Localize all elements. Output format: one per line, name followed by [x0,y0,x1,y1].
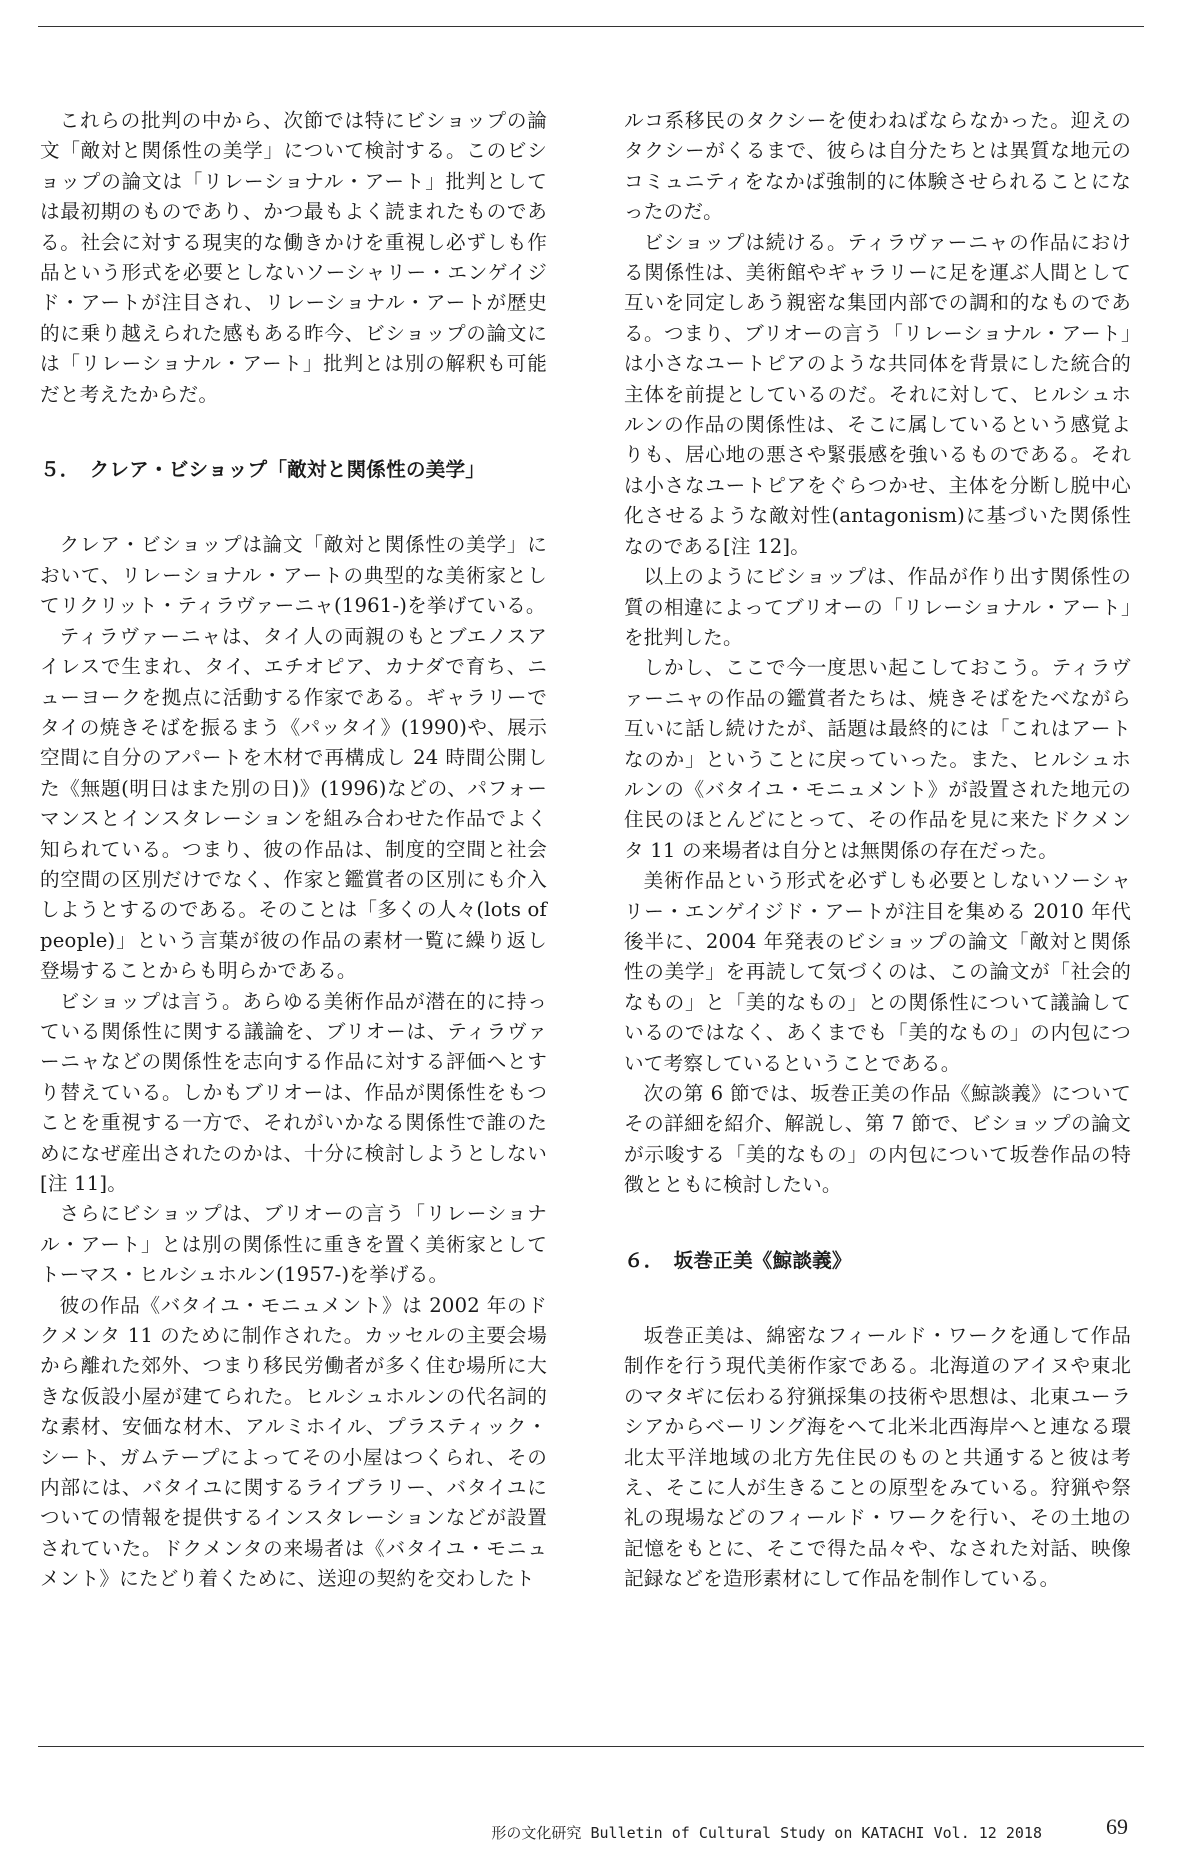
paragraph: ルコ系移民のタクシーを使わねばならなかった。迎えのタクシーがくるまで、彼らは自分たちとは異質な地元のコミュニティをなかば強制的に体験させられることになったのだ。 [624,109,1131,224]
section-heading-6: ６． 坂巻正美《鯨談義》 [624,1248,852,1272]
bottom-rule [38,1746,1144,1747]
paragraph: クレア・ビショップは論文「敵対と関係性の美学」において、リレーショナル・アートの典型的な美術家としてリクリット・ティラヴァーニャ(1961-)を挙げている。 [40,533,547,618]
paragraph: ビショップは続ける。ティラヴァーニャの作品における関係性は、美術館やギャラリーに足を運ぶ人間として互いを同定しあう親密な集団内部での調和的なものである。つまり、ブリオーの言う「リレーショナル・アート」は小さなユートピアのような共同体を背景にした統合的主体を前提としているのだ。それに対して、ヒルシュホルンの作品の関係性は、そこに属しているという感覚よりも、居心地の悪さや緊張感を強いるものである。それは小さなユートピアをぐらつかせ、主体を分断し脱中心化させるような敵対性(antagonism)に基づいた関係性なのである[注 12]。 [624,230,1131,558]
paragraph: 美術作品という形式を必ずしも必要としないソーシャリー・エンゲイジド・アートが注目を集める 2010 年代後半に、2004 年発表のビショップの論文「敵対と関係性の美学」を再読して気づくのは、この論文が「社会的なもの」と「美的なもの」との関係性について議論しているのではなく、あくまでも「美的なもの」の内包について考察しているということである。 [624,869,1131,1075]
paragraph: 坂巻正美は、綿密なフィールド・ワークを通して作品制作を行う現代美術作家である。北海道のアイヌや東北のマタギに伝わる狩猟採集の技術や思想は、北東ユーラシアからベーリング海をへて北米北西海岸へと連なる環北太平洋地域の北方先住民のものと共通すると彼は考え、そこに人が生きることの原型をみている。狩猟や祭礼の現場などのフィールド・ワークを行い、その土地の記憶をもとに、そこで得た品々や、なされた対話、映像記録などを造形素材にして作品を制作している。 [624,1324,1131,1591]
right-column [624,106,1131,1595]
paragraph: これらの批判の中から、次節では特にビショップの論文「敵対と関係性の美学」について検討する。このビショップの論文は「リレーショナル・アート」批判としては最初期のものであり、かつ最もよく読まれたものである。社会に対する現実的な働きかけを重視し必ずしも作品という形式を必要としないソーシャリー・エンゲイジド・アートが注目され、リレーショナル・アートが歴史的に乗り越えられた感もある昨今、ビショップの論文には「リレーショナル・アート」批判とは別の解釈も可能だと考えたからだ。 [40,109,547,406]
page-number: 69 [1106,1814,1128,1839]
top-rule [38,26,1144,27]
paragraph: 以上のようにビショップは、作品が作り出す関係性の質の相違によってブリオーの「リレーショナル・アート」を批判した。 [624,565,1131,649]
paragraph: さらにビショップは、ブリオーの言う「リレーショナル・アート」とは別の関係性に重きを置く美術家としてトーマス・ヒルシュホルン(1957-)を挙げる。 [40,1202,547,1287]
section-heading-5: ５． クレア・ビショップ「敵対と関係性の美学」 [40,458,486,482]
journal-footer: 形の文化研究 Bulletin of Cultural Study on KATACHI Vol. 12 2018 [491,1824,1042,1842]
paragraph: ティラヴァーニャは、タイ人の両親のもとブエノスアイレスで生まれ、タイ、エチオピア、カナダで育ち、ニューヨークを拠点に活動する作家である。ギャラリーでタイの焼きそばを振るまう《パッタイ》(1990)や、展示空間に自分のアパートを木材で再構成し 24 時間公開した《無題(明日はまた別の日)》(1996)などの、パフォーマンスとインスタレーションを組み合わせた作品でよく知られている。つまり、彼の作品は、制度的空間と社会的空間の区別だけでなく、作家と鑑賞者の区別にも介入しようとするのである。そのことは「多くの人々(lots of people)」という言葉が彼の作品の素材一覧に繰り返し登場することからも明らかである。 [40,624,547,983]
left-column [40,106,547,1595]
paragraph: しかし、ここで今一度思い起こしておこう。ティラヴァーニャの作品の鑑賞者たちは、焼きそばをたべながら互いに話し続けたが、話題は最終的には「これはアートなのか」ということに戻っていった。また、ヒルシュホルンの《バタイユ・モニュメント》が設置された地元の住民のほとんどにとって、その作品を見に来たドクメンタ 11 の来場者は自分とは無関係の存在だった。 [624,656,1131,862]
paragraph: ビショップは言う。あらゆる美術作品が潜在的に持っている関係性に関する議論を、ブリオーは、ティラヴァーニャなどの関係性を志向する作品に対する評価へとすり替えている。しかもブリオーは、作品が関係性をもつことを重視する一方で、それがいかなる関係性で誰のためになぜ産出されたのかは、十分に検討しようとしない[注 11]。 [40,989,547,1195]
paragraph: 彼の作品《バタイユ・モニュメント》は 2002 年のドクメンタ 11 のために制作された。カッセルの主要会場から離れた郊外、つまり移民労働者が多く住む場所に大きな仮設小屋が建てられた。ヒルシュホルンの代名詞的な素材、安価な材木、アルミホイル、プラスティック・シート、ガムテープによってその小屋はつくられ、その内部には、バタイユに関するライブラリー、バタイユについての情報を提供するインスタレーションなどが設置されていた。ドクメンタの来場者は《バタイユ・モニュメント》にたどり着くために、送迎の契約を交わしたト [40,1293,547,1591]
paragraph: 次の第 6 節では、坂巻正美の作品《鯨談義》についてその詳細を紹介、解説し、第 7 節で、ビショップの論文が示唆する「美的なもの」の内包について坂巻作品の特徴とともに検討したい。 [624,1082,1131,1197]
